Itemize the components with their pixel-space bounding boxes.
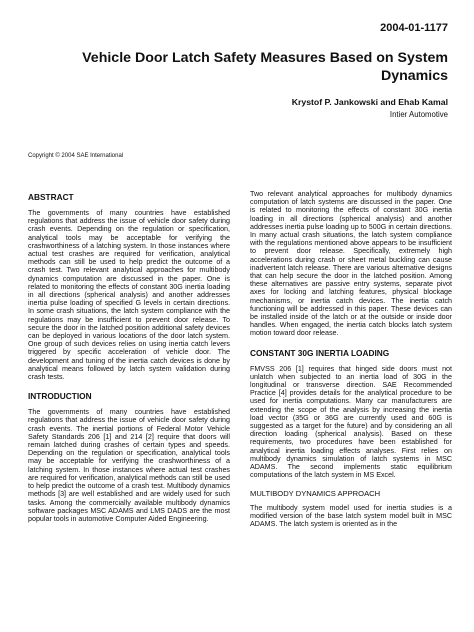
- authors: Krystof P. Jankowski and Ehab Kamal: [291, 97, 448, 107]
- abstract-heading: ABSTRACT: [28, 192, 74, 202]
- affiliation: Intier Automotive: [389, 110, 448, 119]
- subsection-heading: MULTIBODY DYNAMICS APPROACH: [250, 488, 381, 498]
- section-text: FMVSS 206 [1] requires that hinged side doors must not unlatch when subjected to an inertia load of 30G in the longitudinal or transverse direction. SAE Recommended Practice [4] provides details for the analytical procedure to be used for inertia computations. Many car manufacturers are extending the scope of the analysis by increasing the inertia load vector (35G or 36G are currently used and 60G is suggested as a target for the future) and by considering an all direction loading (spherical analysis). Based on these requirements, two procedures have been established for analytical inertia loading effects analyses. First relies on multibody dynamics simulation of latch systems in MSC ADAMS. The second implements static equilibrium computations of the latch system in MS Excel.: [250, 364, 452, 480]
- paper-id: 2004-01-1177: [380, 22, 448, 34]
- introduction-text: The governments of many countries have established regulations that address the issue of vehicle door safety during crash events. The inertial portions of Federal Motor Vehicle Safety Standards 206 [1] and 214 [2] require that doors will remain latched during crashes of certain types and speeds. Depending on the regulation or specification, analytical tools may be acceptable for verifying the crashworthiness of a latching system. In those instances where actual test crashes are required for verification, analytical methods can still be used to help predict the outcome of a crash test. Multibody dynamics methods [3] are well established and are widely used for such tasks. Among the commercially available multibody dynamics software packages MSC ADAMS and LMS DADS are the most popular tools in automotive Computer Aided Engineering.: [28, 408, 230, 523]
- copyright-notice: Copyright © 2004 SAE International: [28, 153, 124, 159]
- introduction-heading: INTRODUCTION: [28, 391, 92, 402]
- abstract-text: The governments of many countries have established regulations that address the issue of vehicle door safety during crash events. Depending on the regulation or specification, analytical tools may be acceptable for verifying the crashworthiness of a latching system. In those instances where actual test crashes are required for verification, analytical methods can still be used to help predict the outcome of a crash test. Two relevant analytical approaches for multibody dynamics computation are discussed in the paper. One is related to monitoring the effects of constant 30G inertia loading in all directions (spherical analysis) and another addresses inertia pulse loading of specified G levels in certain directions. In some crash situations, the latch system compliance with the regulations may be insufficient to prevent door release. To secure the door in the latched position additional safety devices can be deployed in various locations of the door latch system. One group of such devices relies on using inertia catch levers triggered by specific acceleration of vehicle door. The development and tuning of the inertia catch devices is done by analytical means followed by latch system validation during crash tests.: [28, 209, 230, 382]
- right-column: [250, 190, 452, 528]
- subsection-text: The multibody system model used for inertia studies is a modified version of the base latch system model built in MSC ADAMS. The latch system is oriented as in the: [250, 503, 452, 528]
- left-column: [28, 192, 230, 523]
- section-heading: CONSTANT 30G INERTIA LOADING: [250, 347, 390, 358]
- continued-text: Two relevant analytical approaches for multibody dynamics computation of latch systems are discussed in the paper. One is related to monitoring the effects of constant 30G inertia loading in all directions (spherical analysis) and another addresses inertia pulse loading up to 500G in certain directions. In many actual crash situations, the latch system compliance with the regulations mentioned above appears to be insufficient to prevent door release. Specifically, extremely high accelerations during crash or sheet metal buckling can cause inadvertent latch release. There are various alternative designs that can help secure the door in the latched position. Among these alternatives are passive entry systems, separate pivot axes for locking and latching features, physical blockage mechanisms, or inertia catch devices. The inertia catch functioning will be addressed in this paper. These devices can be installed inside of the latch or at the outside or inside door handles. When engaged, the inertia catch blocks latch system motion toward door release.: [250, 190, 452, 338]
- paper-title: Vehicle Door Latch Safety Measures Based on System Dynamics: [82, 50, 448, 84]
